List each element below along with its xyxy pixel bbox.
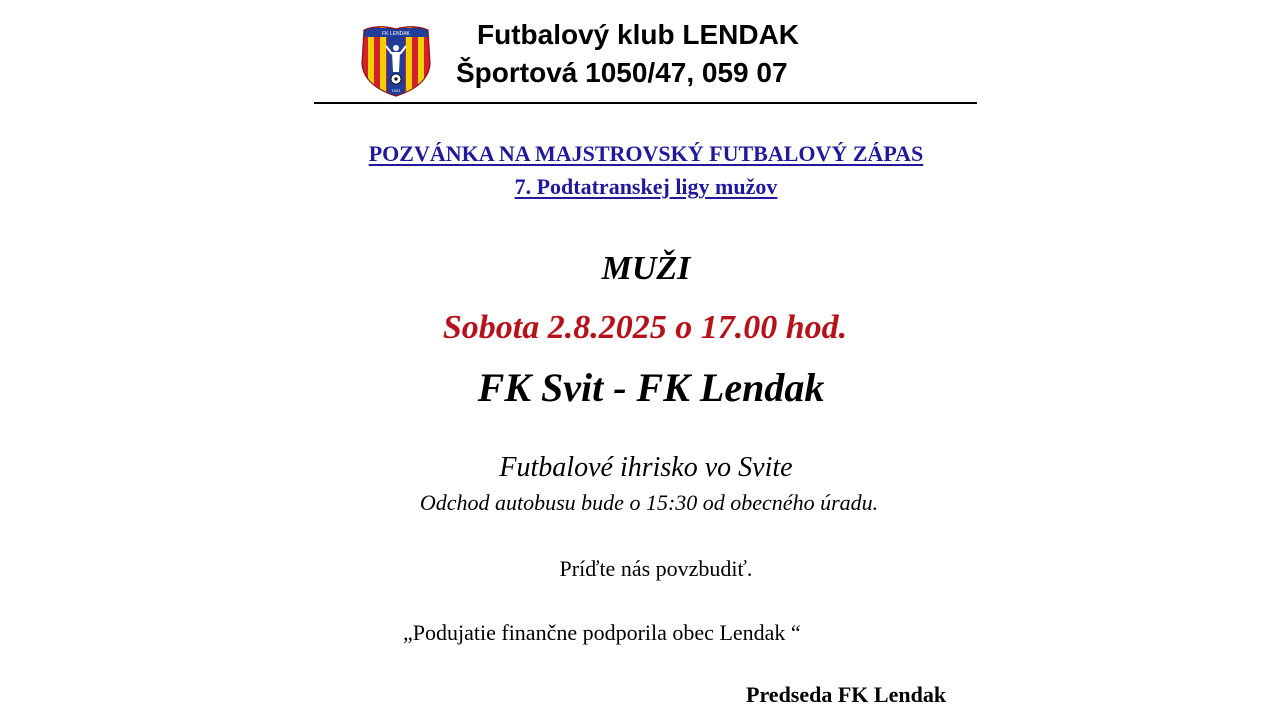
match-venue: Futbalové ihrisko vo Svite: [499, 452, 793, 483]
invitation-title: POZVÁNKA NA MAJSTROVSKÝ FUTBALOVÝ ZÁPAS: [368, 141, 924, 166]
club-name: Futbalový klub LENDAK: [477, 19, 800, 50]
team-category: MUŽI: [601, 250, 691, 287]
match-datetime: Sobota 2.8.2025 o 17.00 hod.: [442, 309, 848, 346]
logo-text-bottom: 1931: [391, 88, 401, 93]
club-crest-icon: [358, 24, 434, 98]
logo-text-top: FK LENDAK: [382, 31, 410, 37]
invitation-league: 7. Podtatranskej ligy mužov: [514, 174, 778, 199]
signature: Predseda FK Lendak: [746, 682, 947, 707]
header-divider: [314, 102, 977, 104]
bus-departure: Odchod autobusu bude o 15:30 od obecného úradu.: [419, 490, 879, 515]
club-address: Športová 1050/47, 059 07: [456, 57, 788, 88]
cheer-text: Príďte nás povzbudiť.: [559, 556, 753, 581]
club-logo: [358, 24, 434, 98]
sponsor-note: „Podujatie finančne podporila obec Lendak “: [403, 620, 801, 645]
match-teams: FK Svit - FK Lendak: [477, 365, 825, 410]
